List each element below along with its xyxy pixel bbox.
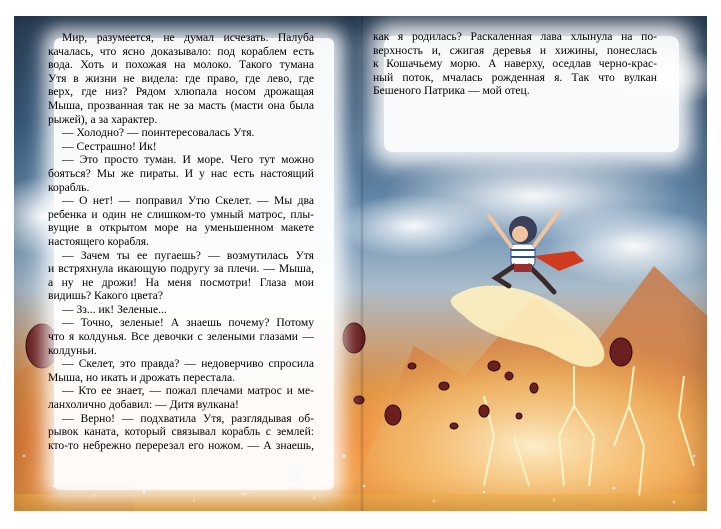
- text-line: вущие в открытом море на уменьшенном макете: [48, 221, 314, 235]
- text-line: верх, где низ? Рядом хлюпала носом дрожащая: [48, 85, 314, 99]
- text-line: Мир, разумеется, не думал исчезать. Палуба: [62, 31, 314, 44]
- text-line: ный поток, мчалась рожденная я. Так что вулкан: [373, 70, 657, 84]
- right-page-text: [373, 30, 657, 98]
- text-line: — Кто ее знает, — пожал плечами матрос и ме-: [62, 384, 314, 398]
- text-line: корабль.: [48, 180, 90, 194]
- text-line: что я колдунья. Все девочки с зелеными глазами —: [48, 330, 314, 344]
- page-gutter: [360, 16, 364, 511]
- text-line: — О нет! — поправил Утю Скелет. — Мы два: [62, 194, 314, 208]
- text-line: и встряхнула икающую подругу за плечи. — Мыша,: [48, 262, 314, 276]
- text-line: бояться? Мы же пираты. И у нас есть настоящий: [48, 166, 314, 180]
- text-line: — Зачем ты ее пугаешь? — возмутилась Утя: [62, 248, 314, 262]
- text-line: Мыша, прозванная так не за масть (масти она была: [48, 98, 314, 112]
- text-line: Мыша, но икать и дрожать перестала.: [48, 370, 236, 384]
- text-line: а ну не дрожи! На меня посмотри! Глаза мои: [48, 275, 314, 289]
- text-line: рыжей), а за характер.: [48, 112, 158, 126]
- text-line: к Кошачьему морю. А наверху, оседлав черно-крас-: [373, 57, 657, 71]
- text-line: настоящего корабля.: [48, 234, 149, 248]
- text-line: вода. Хоть и похожая на молоко. Такого тумана: [48, 58, 314, 72]
- text-line: — Верно! — подхватила Утя, разглядывая об-: [62, 411, 314, 425]
- text-line: — Точно, зеленые! А знаешь почему? Потому: [62, 316, 314, 330]
- text-line: видишь? Какого цвета?: [48, 289, 164, 303]
- text-line: верхность и, сжигая деревья и хижины, понеслась: [373, 43, 657, 57]
- text-line: — Сестрашно! Ик!: [62, 139, 157, 153]
- text-line: — Скелет, это правда? — недоверчиво спросила: [62, 357, 314, 371]
- text-line: ребенка и один не слишком-то умный матрос, плы-: [48, 207, 314, 221]
- text-line: кто-то небрежно перерезал его ножом. — А знаешь,: [48, 438, 314, 452]
- text-line: — Зз... ик! Зеленые...: [62, 302, 167, 316]
- text-line: Бешеного Патрика — мой отец.: [373, 84, 530, 98]
- text-line: рывок каната, который связывал корабль с землей:: [48, 425, 314, 439]
- left-page-text: [48, 31, 314, 452]
- text-line: — Холодно? — поинтересовалась Утя.: [62, 126, 255, 140]
- text-line: Утя в жизни не видела: где право, где лево, где: [48, 71, 314, 85]
- text-line: — Это просто туман. И море. Чего тут можно: [62, 153, 314, 167]
- text-line: ланхолично добавил: — Дитя вулкана!: [48, 398, 239, 412]
- lava-glow: [294, 336, 707, 511]
- text-line: как я родилась? Раскаленная лава хлынула на по-: [373, 30, 657, 43]
- text-line: колдуньи.: [48, 343, 97, 357]
- text-line: качалась, что ясно доказывало: под кораблем есть: [48, 44, 314, 58]
- cloud: [334, 194, 494, 258]
